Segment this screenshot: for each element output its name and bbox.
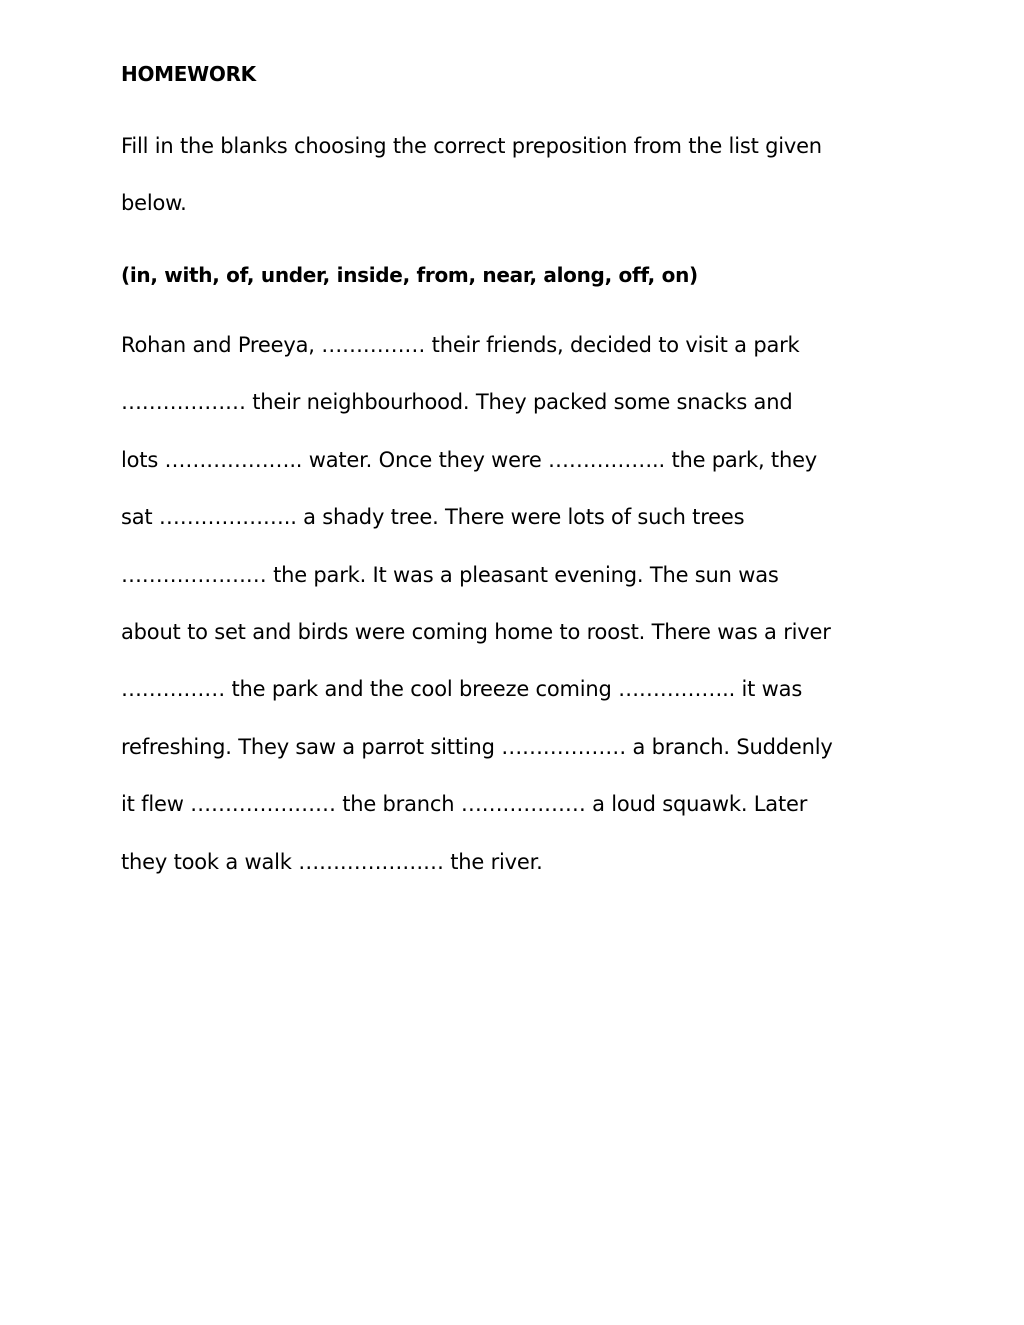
passage-line-10: they took a walk ………………… the river. xyxy=(121,850,543,874)
passage-line-1: Rohan and Preeya, …………… their friends, decided to visit a park xyxy=(121,333,800,357)
passage-line-5: ………………… the park. It was a pleasant evening. The sun was xyxy=(121,563,779,587)
instruction-line-2: below. xyxy=(121,191,187,215)
passage-line-6: about to set and birds were coming home to roost. There was a river xyxy=(121,620,831,644)
preposition-word-list: (in, with, of, under, inside, from, near, along, off, on) xyxy=(121,263,698,287)
passage-line-3: lots ……………….. water. Once they were …………….. the park, they xyxy=(121,448,818,472)
passage-line-9: it flew ………………… the branch ……………… a loud squawk. Later xyxy=(121,792,808,816)
page-title: HOMEWORK xyxy=(121,62,256,86)
passage-line-4: sat ……………….. a shady tree. There were lots of such trees xyxy=(121,505,745,529)
passage-line-7: …………… the park and the cool breeze coming …………….. it was xyxy=(121,677,803,701)
instruction-line-1: Fill in the blanks choosing the correct preposition from the list given xyxy=(121,134,822,158)
passage-line-8: refreshing. They saw a parrot sitting ……………… a branch. Suddenly xyxy=(121,735,833,759)
passage-line-2: ……………… their neighbourhood. They packed some snacks and xyxy=(121,390,793,414)
